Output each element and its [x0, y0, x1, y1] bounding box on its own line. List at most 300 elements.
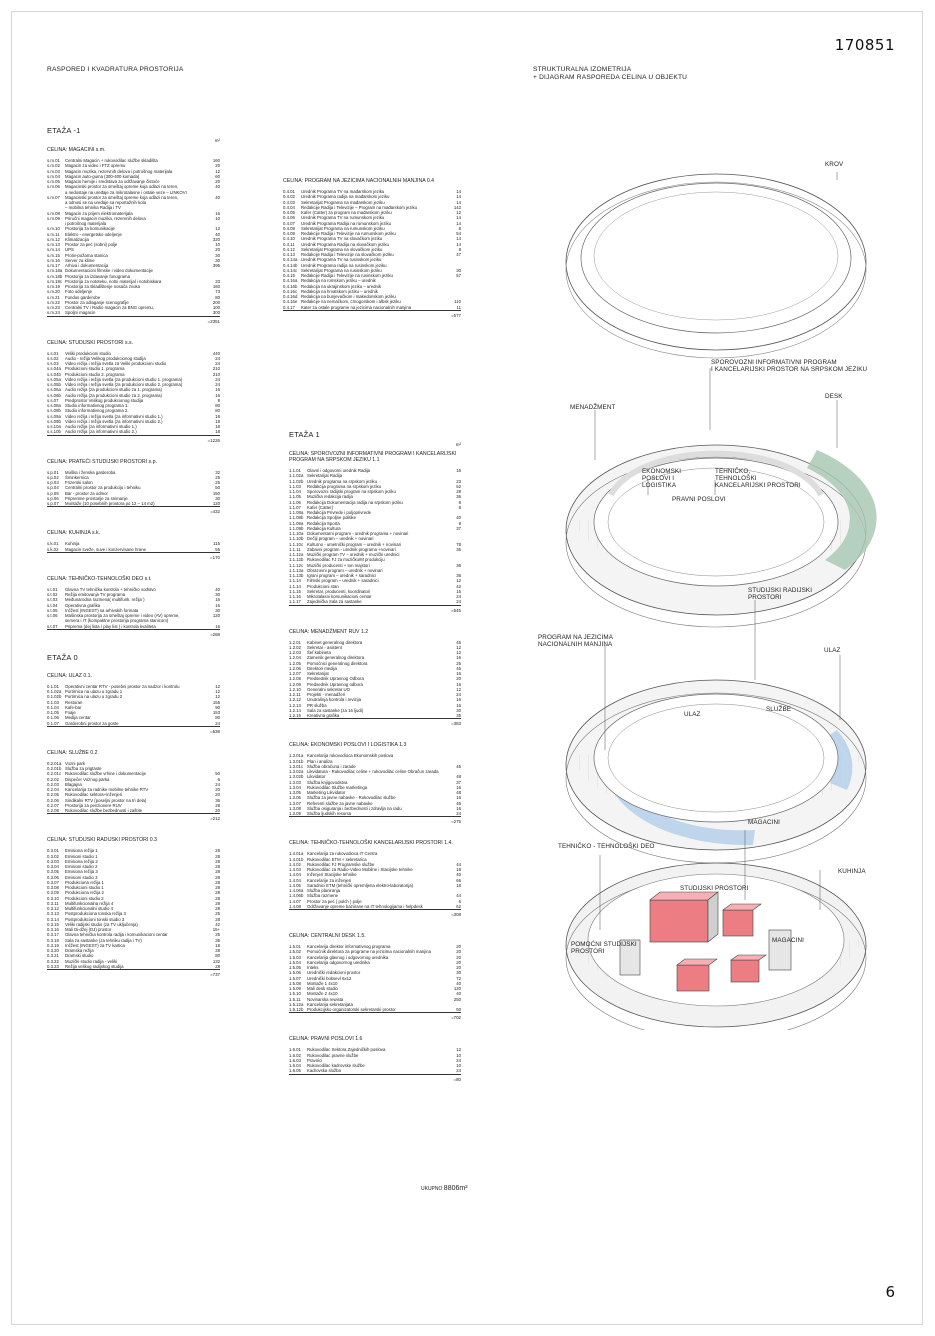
room-code: 1.6.03 — [289, 1057, 301, 1063]
room-area: 80 — [215, 408, 220, 414]
room-area: 16 — [456, 697, 461, 703]
room-area: 40 — [456, 515, 461, 521]
room-name: Služba planiranja — [307, 888, 340, 893]
room-area: 14 — [456, 215, 461, 221]
room-area: 18 — [215, 942, 220, 948]
room-code: 0.3.18 — [47, 937, 59, 943]
room-name: Likvidatura - Rukovodilac celine + rukovodilac celine Obračun zarada — [307, 769, 439, 774]
room-name: Redakcije Radija i Televizije na slovačkom jeziku — [301, 252, 394, 257]
room-name: Rukovodilac ETM + sekretarica — [307, 856, 367, 862]
label-tehnicko: TEHNIČKO, TEHNOLOŠKI KANCELARIJSKI PROSTORI — [715, 468, 801, 489]
room-code: 0.1.03 — [47, 699, 59, 705]
room-code: 0.2.01c — [47, 771, 62, 777]
room-row — [47, 808, 220, 814]
room-name: Montaže 2 4x10 — [307, 991, 338, 997]
room-name: Urednik Programa Radija na slovačkom jeziku — [301, 241, 389, 247]
room-code: s.m.06 — [47, 184, 60, 190]
room-area: 16 — [215, 392, 220, 398]
room-name: Kancelarija direktor informativnog programa — [307, 944, 391, 949]
room-code: 0.2.01b — [47, 766, 62, 771]
room-name: Prostor za odlaganje scenografije — [65, 299, 129, 305]
room-name: Magacin muzika, rezervnih delova i potrošnog materijala — [65, 168, 173, 174]
room-code: s.m.14 — [47, 247, 60, 253]
room-area: 20 — [215, 808, 220, 813]
room-area: 440 — [212, 350, 220, 356]
room-name: Urednik Programa TV na slovačkom jeziku — [301, 236, 383, 242]
room-name: Sekretar, producenti, koordinatori — [307, 588, 371, 594]
room-code: 0.3.09 — [47, 890, 59, 896]
room-area: 28 — [215, 890, 220, 896]
room-area: 20 — [456, 959, 461, 965]
section-total: =212 — [210, 816, 220, 822]
room-name: Produkcijsko organizatorski sekretarski prostor — [307, 1007, 396, 1012]
room-name: Priprema (dej lista / play list ) i kontrola kvaliteta — [65, 623, 156, 629]
room-area: 160 — [212, 284, 220, 289]
room-code: 1.3.01b — [289, 758, 304, 764]
room-name: Foaje — [65, 710, 76, 715]
room-area: 42 — [456, 583, 461, 589]
room-area: 40 — [215, 184, 220, 190]
room-code: 0.3.14 — [47, 916, 59, 922]
room-area: 30 — [215, 607, 220, 613]
room-code: 0.2.07 — [47, 802, 59, 808]
room-area: 100 — [212, 305, 220, 310]
room-code: 1.2.08 — [289, 676, 301, 682]
room-code: s.p.04 — [47, 485, 59, 491]
room-name: Redakcije Radija i Televizije na rumunskom jeziku — [301, 231, 396, 236]
room-code: 1.5.11 — [289, 996, 301, 1002]
room-area: 16 — [215, 387, 220, 393]
room-code: s.p.03 — [47, 480, 59, 485]
room-name: Urednički redakcioni prostor — [307, 970, 361, 976]
room-area: 10 — [215, 242, 220, 247]
room-code: 1.1.01 — [289, 468, 301, 473]
room-code: 0.4.16a — [283, 278, 298, 284]
sections-zero — [47, 673, 220, 977]
room-area: 20 — [215, 179, 220, 184]
room-area: 14 — [456, 241, 461, 247]
room-name: Dramska režija — [65, 948, 94, 953]
room-code: 1.1.06 — [289, 499, 301, 505]
room-code: 1.3.04 — [289, 784, 301, 790]
roof-slab — [566, 174, 866, 358]
room-row — [289, 599, 461, 605]
room-name: Režija emitovanja TV programa — [65, 592, 126, 597]
room-area: 46 — [456, 665, 461, 671]
room-area: 12 — [215, 694, 220, 700]
room-area: 40 — [215, 194, 220, 200]
room-name: Kabinet generalnog direktora — [307, 639, 363, 645]
section-total: =308 — [451, 912, 461, 917]
room-area: 8 — [217, 397, 220, 403]
room-section — [289, 629, 461, 727]
room-area: 80 — [215, 953, 220, 959]
room-area: 250 — [453, 996, 461, 1002]
room-name: Šminkernica — [65, 474, 89, 480]
section-title: CELINA: SPOROVOZNI INFORMATIVNI PROGRAM I KANCELARIJSKI PROGRAM NA SRPSKOM JEZIKU 1.1 — [289, 451, 457, 463]
room-code: 1.2.06 — [289, 665, 301, 671]
room-code: 1.2.04 — [289, 655, 301, 661]
room-area: 60 — [215, 173, 220, 179]
label-magacini-bottom: MAGACINI — [772, 937, 804, 944]
room-name: Kuhinja — [65, 541, 80, 547]
room-code: 1.3.08 — [289, 805, 301, 811]
room-name: Magacinski prostor za smeštaj opreme koja odlazi na teren, — [65, 184, 179, 190]
room-code: s.m.15 — [47, 252, 60, 258]
room-code: s.m.18b — [47, 273, 63, 279]
room-name: Redakcija programa na srpskom jeziku — [307, 483, 382, 489]
room-name: Produkcioni studio 1 — [65, 885, 104, 890]
room-section — [289, 742, 461, 824]
section-total: =1226 — [207, 437, 220, 443]
room-area: 18 — [215, 429, 220, 435]
room-area: 120 — [212, 613, 220, 618]
room-code: s.s.08a — [47, 403, 61, 408]
room-area: 12 — [215, 226, 220, 232]
room-name: Zabavni program - urednik programa +novinari — [307, 546, 396, 552]
room-area: 48 — [456, 790, 461, 795]
room-name: Postprodukcioni tonski studio 3 — [65, 916, 125, 922]
room-area: 16 — [215, 597, 220, 603]
room-name: Postprodukciona tonska režija 3 — [65, 911, 126, 917]
room-code: s.s.06b — [47, 392, 61, 398]
room-name: Magacin za prijem elektromaterijala — [65, 210, 133, 216]
room-area: 23 — [456, 478, 461, 484]
room-code: 0.3.03 — [47, 858, 59, 864]
room-name: Sekretarijat Programa na rusinskom jeziku — [301, 267, 382, 273]
room-name: Sala za sastanke (za 16 ljudi) — [307, 707, 364, 713]
room-section — [47, 459, 220, 515]
room-code: 0.1.06 — [47, 715, 59, 721]
unit-label: m² — [214, 138, 220, 143]
room-code: 0.3.05 — [47, 869, 59, 875]
room-row — [283, 305, 461, 311]
room-name: Sekretar - asistent — [307, 644, 342, 650]
room-area: 80 — [215, 715, 220, 721]
section-title: CELINA: STUDIJSKI PROSTORI s.s. — [47, 339, 134, 346]
room-area: 24 — [215, 720, 220, 726]
room-area: 8 — [458, 246, 461, 252]
room-area: 12 — [456, 1047, 461, 1053]
room-area: 30 — [456, 707, 461, 713]
room-name: Kulturno - umetnički program – urednik + novinari — [307, 541, 401, 547]
room-area: 18 — [456, 882, 461, 888]
room-name: Prostorija za komunikacije — [65, 226, 115, 232]
room-section — [47, 340, 220, 443]
room-name: UPS — [65, 247, 74, 253]
room-name: Emisiona režija 2 — [65, 858, 98, 864]
room-name: Kancelarija odgovornog urednika — [307, 959, 370, 965]
room-code: 1.5.08 — [289, 980, 301, 986]
room-area: 20 — [456, 965, 461, 970]
room-area: 200 — [212, 299, 220, 305]
room-code: 1.1.11 — [289, 546, 301, 552]
room-name: Studio informativnog programa 1. — [65, 403, 129, 408]
room-code: 1.1.09b — [289, 525, 304, 531]
room-code: 1.1.02b — [289, 478, 304, 484]
room-area: 10 — [456, 1063, 461, 1068]
room-code: 1.3.01c — [289, 763, 304, 769]
room-name: Operativni centar RTV - posebni prostor za nadzor i kontrolu — [65, 683, 180, 689]
room-area: 62 — [456, 903, 461, 909]
label-ulaz-center: ULAZ — [684, 711, 701, 718]
room-name: Redakcije Radija i Televizije na rusinskom jeziku — [301, 273, 393, 278]
room-code: s.k.02 — [47, 546, 59, 552]
room-name: Foto odeljenje — [65, 289, 92, 295]
room-code: 0.4.16d — [283, 294, 298, 299]
room-area: 48 — [456, 774, 461, 780]
room-code: 0.3.11 — [47, 900, 59, 906]
room-name: Muzički producenti + ton majstori — [307, 562, 370, 568]
room-name: Multifunkcionalna režija 4 — [65, 900, 114, 906]
room-name: Centralni prostor za produkciju i tehniku — [65, 485, 141, 491]
room-area: 28 — [215, 963, 220, 969]
room-code: 0.2.03 — [47, 781, 59, 787]
room-code: 0.3.22 — [47, 958, 59, 964]
room-code: 0.3.23 — [47, 963, 59, 969]
room-code: 1.3.06 — [289, 795, 301, 801]
room-name: Rukovodilac za Radio-Video Mobilne i Stacijske tehnike — [307, 867, 413, 872]
room-name: Rukovodilac kadrovske službe — [307, 1063, 365, 1068]
room-code: s.m.07 — [47, 194, 60, 200]
room-name: Video režija i režija svetla (za informativni studio 2.) — [65, 418, 163, 424]
room-name: Urednik programa na srpskom jeziku — [307, 478, 377, 484]
room-name: Generalni sekretar UO — [307, 686, 350, 692]
room-code: 0.4.15 — [283, 273, 295, 278]
room-area: 36 — [456, 562, 461, 568]
room-section — [47, 673, 220, 734]
room-code: 1.5.04 — [289, 959, 301, 965]
room-area: 80 — [215, 403, 220, 408]
room-name: Služba za javne nabavke - Rukovodilac službe — [307, 795, 396, 801]
room-name: Projekti - menadžeri — [307, 692, 346, 697]
room-area: 28 — [215, 853, 220, 859]
room-code: s.p.05 — [47, 490, 59, 496]
room-code: s.t.03 — [47, 597, 58, 603]
room-area: 132 — [212, 958, 220, 964]
project-number: 170851 — [834, 36, 895, 54]
room-area: 37 — [456, 779, 461, 785]
room-code: 1.1.13a — [289, 567, 304, 573]
room-row — [289, 811, 461, 817]
total-prefix: UKUPNO — [421, 1186, 443, 1192]
room-name: Služba osiguranja i bezbednosti i zdravlja na radu — [307, 805, 402, 811]
column-etaza-minus1 — [47, 126, 220, 993]
room-code: 0.3.21 — [47, 953, 59, 959]
room-row — [289, 1007, 461, 1013]
room-code: s.s.10b — [47, 429, 61, 435]
room-name: Kancelarija sekretarijata — [307, 1001, 353, 1007]
room-row — [47, 721, 220, 727]
room-code: 0.2.02 — [47, 776, 59, 782]
room-area: 25 — [215, 932, 220, 938]
room-name: Restoran — [65, 699, 83, 705]
room-code: s.m.01 — [47, 158, 60, 163]
room-area: 42 — [215, 921, 220, 927]
room-name: Kancelarija glavnog i odgovornog urednika — [307, 954, 389, 960]
room-area: 28 — [215, 916, 220, 922]
room-section — [47, 147, 220, 324]
room-row — [47, 547, 220, 553]
room-area: 28 — [215, 948, 220, 953]
room-name: Redakcija na hrvatskom jeziku – urednik — [301, 288, 378, 294]
room-code: 1.1.10b — [289, 536, 304, 542]
room-area: 28 — [215, 900, 220, 906]
room-name: Redakcije na nemačkom, crnogorskom i albsk jeziku — [301, 299, 401, 305]
room-code: 1.1.12a — [289, 552, 304, 557]
room-code: 0.2.05 — [47, 792, 59, 798]
room-area: 155 — [212, 699, 220, 705]
room-area: 12 — [456, 650, 461, 655]
label-tehnicko-deo: TEHNIČKO - TEHNOLOŠKI DEO — [558, 843, 655, 850]
room-code: 1.4.06a — [289, 888, 304, 893]
room-code: 0.3.17 — [47, 932, 59, 938]
room-code: 1.1.16 — [289, 594, 301, 599]
room-area: 12 — [456, 210, 461, 215]
room-section — [289, 840, 461, 917]
room-name: Urednik Programa TV na mađarskom jeziku — [301, 189, 385, 194]
room-code: 1.2.15 — [289, 713, 301, 718]
room-area: 28 — [456, 489, 461, 494]
room-name: Centralni Magacin + rukovodilac službe skladišta — [65, 158, 158, 163]
room-name: Redakcije Radija i Televizije – Program na mađarskom jeziku — [301, 204, 417, 210]
room-name: Emisiona režija 3 — [65, 869, 98, 875]
section-total: =268 — [210, 631, 220, 637]
room-name: Igrani program – urednik + saradnici — [307, 573, 376, 578]
room-code: 1.2.09 — [289, 681, 301, 687]
room-code: 0.4.16b — [283, 283, 298, 289]
room-name: Audio režija (za produkcioni studio za 2. programa) — [65, 392, 162, 398]
room-name: Urednik Programa radija na rusinskom jeziku — [301, 262, 387, 268]
room-code: 0.1.05 — [47, 710, 59, 715]
room-code: 0.2.04 — [47, 787, 59, 792]
room-area: 14 — [456, 220, 461, 226]
room-area: 55 — [215, 546, 220, 552]
room-area: 35 — [456, 713, 461, 718]
room-code: 0.3.02 — [47, 853, 59, 859]
room-name: Video režija i režija svetla (za produkcioni studio 1. programa) — [65, 376, 183, 382]
room-code: 0.3.06 — [47, 874, 59, 880]
room-name: Sindikalni RTV (poseljni prostor na tri dela) — [65, 797, 147, 803]
section-total: =80 — [453, 1076, 461, 1082]
room-code: s.t.01 — [47, 586, 58, 592]
room-area: 16 — [456, 784, 461, 790]
room-area: 36 — [456, 573, 461, 578]
room-name: Dispečer Voznog parka — [65, 776, 110, 782]
room-code: 1.1.04 — [289, 489, 301, 494]
room-code: 0.3.07 — [47, 879, 59, 885]
room-code: 0.4.14a — [283, 257, 298, 263]
room-area: 40 — [456, 980, 461, 986]
isometric-diagram — [525, 150, 915, 1030]
room-code: s.m.05 — [47, 179, 60, 184]
label-studijski-radijski: STUDIJSKI RADIJSKI PROSTORI — [748, 587, 813, 601]
room-code: 1.5.02 — [289, 949, 301, 955]
room-area: 18 — [215, 424, 220, 429]
room-name: Dokumentarni program - urednik programa + novinari — [307, 531, 409, 536]
room-code: s.m.18a — [47, 268, 63, 274]
room-area: 24 — [456, 594, 461, 599]
room-area: 28 — [215, 858, 220, 864]
room-name: – mobilna tehnika Radija i TV — [65, 205, 121, 211]
room-area: 18 — [215, 413, 220, 419]
room-name: Predsednik Upravnog odbora — [307, 681, 363, 687]
room-code: 0.1.04 — [47, 704, 59, 710]
room-code: 0.3.01 — [47, 848, 59, 854]
room-name: Sekretarijat Programa na mađarskom jeziku — [301, 199, 385, 205]
room-code: 1.1.09a — [289, 520, 304, 526]
room-code: 1.1.08a — [289, 510, 304, 515]
room-area: 25 — [215, 911, 220, 917]
room-name: Zajednička Sala za sastanke — [307, 599, 362, 605]
room-code: 1.3.01a — [289, 753, 304, 759]
section-total: =702 — [451, 1015, 461, 1021]
room-code: 0.3.15 — [47, 921, 59, 927]
room-code: 0.1.07 — [47, 720, 59, 726]
left-title: RASPORED I KVADRATURA PROSTORIJA — [47, 66, 184, 73]
room-code: 1.3.02b — [289, 774, 304, 780]
room-area: 16 — [456, 655, 461, 661]
room-area: 44 — [456, 893, 461, 899]
room-code: s.m.03 — [47, 168, 60, 174]
room-area: 16 — [215, 623, 220, 629]
room-code: s.s.06a — [47, 387, 61, 393]
column-minorities — [283, 178, 461, 334]
room-name: Arhiva i dokumentacija — [65, 263, 109, 268]
room-code: 1.2.02 — [289, 644, 301, 650]
room-name: Emisioni studio 1 — [65, 853, 98, 859]
room-area: 110 — [454, 299, 461, 305]
room-name: Redakcija na romskom jeziku – urednik — [301, 278, 376, 284]
room-area: 12 — [456, 644, 461, 650]
room-name: Prostor za peć ( polch ) polje — [307, 898, 362, 904]
room-area: 24 — [215, 382, 220, 387]
room-code: 0.1.01 — [47, 683, 59, 689]
room-code: s.t.02 — [47, 592, 58, 597]
room-name: Direktori medija — [307, 665, 337, 671]
room-name: Medija centar — [65, 715, 91, 721]
room-name: Služba knjigovodstva — [307, 779, 348, 785]
room-name: Kancelarije za inženjeri — [307, 877, 352, 883]
room-area: 6 — [458, 898, 461, 904]
room-area: 20 — [215, 247, 220, 253]
room-area: 24 — [456, 1068, 461, 1074]
room-name: Redakcija Sporta — [307, 520, 340, 526]
room-row — [289, 904, 461, 910]
sections-minus1 — [47, 147, 220, 637]
section-minorities — [283, 178, 461, 318]
room-area: 45 — [456, 639, 461, 645]
room-area: 142 — [453, 204, 461, 210]
section-total: =577 — [451, 312, 461, 318]
room-code: s.m.19 — [47, 284, 60, 289]
room-name: Fundus garderobe — [65, 294, 101, 300]
room-area: 10 — [456, 1052, 461, 1058]
room-area: 24 — [456, 811, 461, 816]
room-name: Klimatizacija — [65, 236, 89, 242]
room-area: 16 — [215, 602, 220, 608]
room-area: 15 — [456, 468, 461, 473]
room-code: 1.4.06b — [289, 893, 304, 899]
room-area: 6 — [217, 776, 220, 782]
room-area: 300 — [212, 310, 220, 316]
room-name: Priručni magacin muzika, rezervnih delova — [65, 215, 146, 221]
room-area: 33 — [215, 278, 220, 284]
room-code: 1.2.13 — [289, 702, 301, 708]
room-code: s.k.01 — [47, 541, 59, 547]
room-area: 30 — [215, 592, 220, 597]
room-area: 150 — [212, 490, 220, 496]
